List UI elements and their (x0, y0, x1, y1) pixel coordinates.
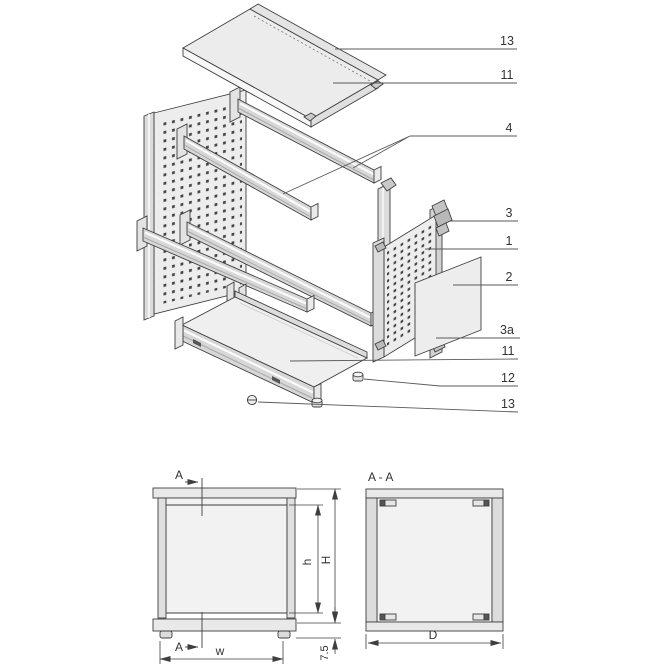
exploded-view (137, 4, 481, 407)
callout-bottom-cover: 11 (501, 344, 515, 358)
section-mark-bottom-label: A (174, 640, 184, 654)
dim-foot-height-label: 7.5 (319, 645, 331, 661)
callout-screws-top: 13 (500, 34, 514, 48)
callout-side-panel: 1 (505, 234, 513, 248)
callout-labels (500, 34, 515, 411)
dim-outer-height-label: H (319, 555, 333, 565)
front-view-foot-right (278, 631, 290, 638)
callout-top-cover: 11 (500, 68, 514, 82)
callout-bracket-top: 3 (505, 206, 513, 220)
callout-bracket-bottom: 3a (500, 323, 514, 337)
dim-depth-label: D (428, 628, 438, 642)
section-mark-top-label: A (174, 468, 184, 482)
dim-inner-height-label: h (300, 558, 314, 566)
callout-screws-bottom: 13 (501, 397, 515, 411)
callout-foot: 12 (501, 371, 515, 385)
front-view (153, 478, 341, 664)
screw (247, 395, 256, 404)
section-view-title: A - A (368, 470, 394, 484)
foot-left (312, 398, 322, 407)
front-view-foot-left (160, 631, 172, 638)
dim-width-label: w (215, 644, 225, 658)
callout-rear-panel: 2 (505, 270, 513, 284)
section-view (366, 489, 503, 649)
foot-right (353, 372, 363, 381)
callout-rails: 4 (505, 121, 513, 135)
